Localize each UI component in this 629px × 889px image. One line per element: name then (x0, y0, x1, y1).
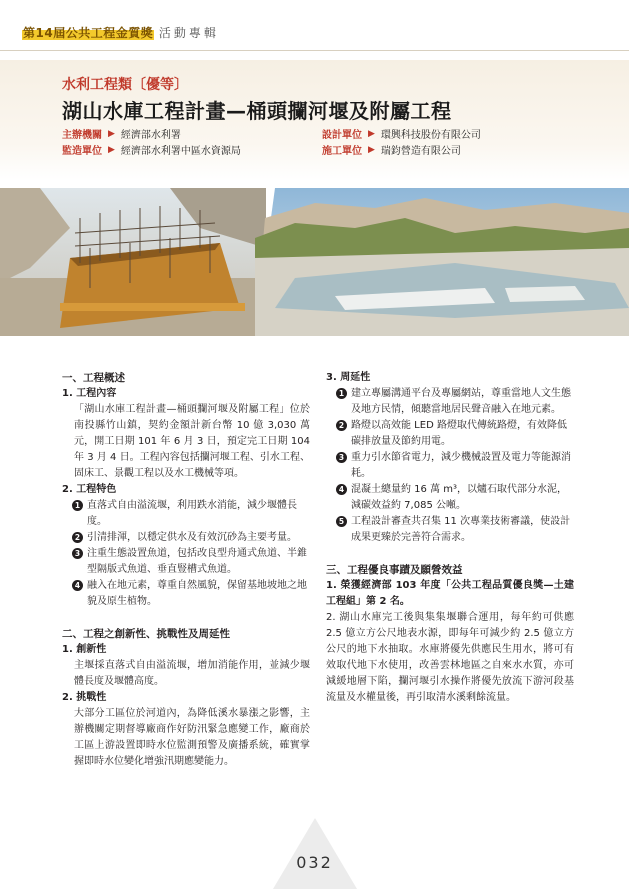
header-divider (0, 50, 629, 51)
info-row-contractor (322, 142, 461, 157)
list-item: 5 工程設計審查共召集 11 次專業技術審議，使設計成果更臻於完善符合需求。 (336, 514, 574, 546)
info-row-designer (322, 126, 481, 141)
info-row-supervisor (62, 142, 241, 157)
info-label: 設計單位 (322, 130, 362, 141)
triangle-arrow-icon: ▶ (368, 144, 375, 155)
triangle-arrow-icon: ▶ (108, 128, 115, 139)
list-item: 4 混凝土總量約 16 萬 m³，以爐石取代部分水泥，減碳效益約 7,085 公噸。 (336, 482, 574, 514)
paragraph: 2. 湖山水庫完工後與集集堰聯合運用，每年約可供應 2.5 億立方公尺地表水源，即每年可減少約 2.5 億立方公尺的地下水抽取。水庫將優先供應民生用水，將可有效取代地下水使用，改善雲林地區之自來水水質，亦可減緩地層下陷，攔河堰引水操作將優先放流下游河段基流量及水權量後，再引取清水溪剩餘流量。 (326, 612, 574, 703)
paragraph: 大部分工區位於河道內，為降低溪水暴漲之影響，主辦機關定期督導廠商作好防汛緊急應變工作，廠商於工區上游設置即時水位監測預警及廣播系統，確實掌握即時水位變化增強汛期應變能力。 (74, 708, 310, 767)
list-item: 2 路燈以高效能 LED 路燈取代傳統路燈，有效降低碳排放量及節約用電。 (336, 418, 574, 450)
publication-title-tail: 活動專輯 (158, 26, 219, 40)
subsection-heading: 1. 創新性 (62, 644, 107, 655)
info-value: 經濟部水利署 (120, 130, 181, 141)
info-value: 經濟部水利署中區水資源局 (120, 146, 241, 157)
page-number: 032 (296, 853, 333, 872)
number-badge: 1 (336, 388, 347, 399)
number-badge: 1 (72, 500, 83, 511)
number-badge: 4 (72, 580, 83, 591)
number-badge: 2 (72, 532, 83, 543)
subsection-heading: 2. 工程特色 (62, 484, 117, 495)
section-heading: 二、工程之創新性、挑戰性及周延性 (62, 628, 230, 640)
list-item: 2 引清排渾，以穩定供水及有效沉砂為主要考量。 (72, 530, 310, 546)
number-badge: 2 (336, 420, 347, 431)
list-item: 3 重力引水節省電力，減少機械設置及電力等能源消耗。 (336, 450, 574, 482)
number-badge: 4 (336, 484, 347, 495)
section-heading: 三、工程優良事蹟及願營效益 (326, 564, 463, 576)
paragraph: 1. 榮獲經濟部 103 年度「公共工程品質優良獎—土建工程組」第 2 名。 (326, 580, 574, 607)
right-column (326, 370, 574, 706)
paragraph: 主堰採直落式自由溢流堰，增加消能作用，並減少堰體長度及堰體高度。 (74, 660, 310, 687)
subsection-heading: 3. 周延性 (326, 372, 371, 383)
info-row-organizer (62, 126, 181, 141)
list-item: 1 建立專屬溝通平台及專屬網站，尊重當地人文生態及地方民情，傾聽當地居民聲音融入在地元素。 (336, 386, 574, 418)
number-badge: 3 (72, 548, 83, 559)
info-label: 監造單位 (62, 146, 102, 157)
number-badge: 5 (336, 516, 347, 527)
info-value: 瑞鈞營造有限公司 (380, 146, 461, 157)
river-weir-photo (255, 188, 629, 336)
subsection-heading: 2. 挑戰性 (62, 692, 107, 703)
list-item: 3 注重生態設置魚道，包括改良型舟通式魚道、半錐型隔版式魚道、垂直豎槽式魚道。 (72, 546, 310, 578)
list-item: 4 融入在地元素，尊重自然風貌，保留基地坡地之地貌及原生植物。 (72, 578, 310, 610)
publication-title-highlight: 第14屆公共工程金質獎 (23, 26, 154, 40)
triangle-arrow-icon: ▶ (108, 144, 115, 155)
construction-site-photo (0, 188, 266, 336)
project-title: 湖山水庫工程計畫—桶頭攔河堰及附屬工程 (62, 99, 452, 123)
publication-title (22, 24, 219, 41)
left-column (62, 370, 310, 770)
info-value: 環興科技股份有限公司 (380, 130, 481, 141)
number-badge: 3 (336, 452, 347, 463)
triangle-arrow-icon: ▶ (368, 128, 375, 139)
section-heading: 一、工程概述 (62, 372, 125, 384)
info-label: 主辦機關 (62, 130, 102, 141)
paragraph: 「湖山水庫工程計畫—桶頭攔河堰及附屬工程」位於南投縣竹山鎮，契約金額計新台幣 10 億 3,030 萬元，開工日期 101 年 6 月 3 日，預定完工日期 104 年 3 月 4 日。工程內容包括攔河堰工程、引水工程、固床工、景觀工程以及水工機械等項。 (74, 404, 310, 479)
subsection-heading: 1. 工程內容 (62, 388, 117, 399)
list-item: 1 直落式自由溢流堰，利用跌水消能，減少堰體長度。 (72, 498, 310, 530)
info-label: 施工單位 (322, 146, 362, 157)
award-category: 水利工程類〔優等〕 (62, 77, 188, 93)
